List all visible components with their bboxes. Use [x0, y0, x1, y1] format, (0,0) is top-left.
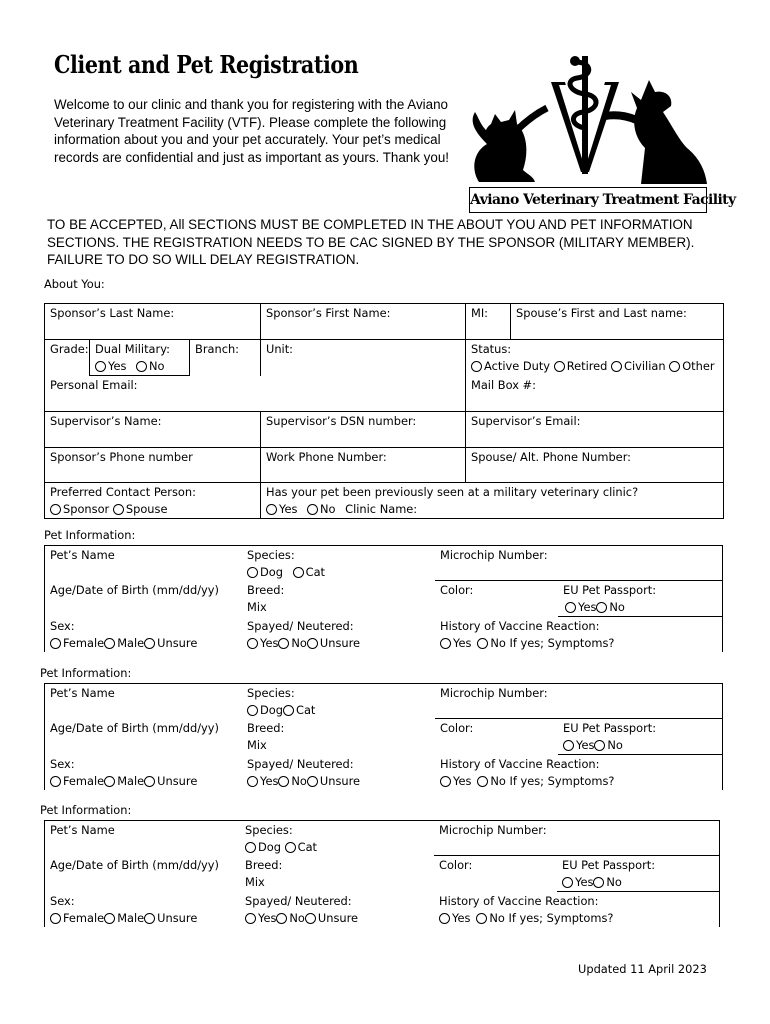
passport-no-label: No	[607, 738, 623, 752]
eu-passport-field	[558, 581, 723, 617]
pet-info-heading-1: Pet Information:	[44, 528, 136, 542]
status-other-label: Other	[682, 359, 715, 373]
passport-yes-radio[interactable]	[565, 602, 576, 613]
spayed-unsure-label: Unsure	[319, 774, 361, 788]
vaccine-reaction-label: History of Vaccine Reaction:	[439, 894, 599, 908]
species-cat-label: Cat	[297, 840, 318, 854]
species-dog-radio[interactable]	[247, 567, 258, 578]
sex-male-label: Male	[117, 774, 145, 788]
supervisor-name-label: Supervisor’s Name:	[50, 414, 162, 428]
eu-passport-label: EU Pet Passport:	[562, 858, 656, 872]
previously-seen-yes-label: Yes	[279, 502, 298, 516]
vaccine-symptoms-label: No If yes; Symptoms?	[490, 636, 615, 650]
vaccine-reaction-field	[434, 892, 720, 927]
sex-unsure-radio[interactable]	[144, 776, 155, 787]
contact-spouse-radio[interactable]	[113, 504, 124, 515]
species-cat-label: Cat	[295, 703, 316, 717]
breed-field[interactable]	[242, 581, 435, 617]
spayed-no-label: No	[291, 636, 307, 650]
mi-field[interactable]	[466, 304, 511, 340]
sex-female-label: Female	[63, 774, 105, 788]
spayed-unsure-label: Unsure	[317, 911, 359, 925]
breed-label: Breed:	[247, 583, 285, 597]
color-label: Color:	[439, 858, 473, 872]
dual-military-no-radio[interactable]	[136, 361, 147, 372]
spayed-yes-label: Yes	[260, 636, 279, 650]
eu-passport-label: EU Pet Passport:	[563, 721, 657, 735]
sex-field	[45, 892, 240, 927]
spayed-field	[242, 755, 435, 790]
previously-seen-no-label: No	[320, 502, 336, 516]
age-label: Age/Date of Birth (mm/dd/yy)	[50, 721, 219, 735]
age-field[interactable]	[45, 856, 240, 892]
color-label: Color:	[440, 583, 474, 597]
vaccine-reaction-label: History of Vaccine Reaction:	[440, 757, 600, 771]
dual-military-field	[90, 340, 190, 376]
status-other-radio[interactable]	[669, 361, 680, 372]
color-field[interactable]	[435, 719, 558, 755]
vaccine-no-radio[interactable]	[477, 638, 488, 649]
sponsor-first-name-field[interactable]	[261, 304, 466, 340]
sponsor-last-name-field[interactable]	[45, 304, 261, 340]
pet-info-heading-3: Pet Information:	[40, 803, 132, 817]
pet-info-heading-2: Pet Information:	[40, 666, 132, 680]
age-field[interactable]	[45, 581, 242, 617]
passport-yes-label: Yes	[578, 600, 597, 614]
status-active-duty-radio[interactable]	[471, 361, 482, 372]
eu-passport-field	[558, 719, 723, 755]
species-field	[242, 546, 435, 581]
species-dog-label: Dog	[258, 840, 281, 854]
supervisor-email-field[interactable]	[466, 412, 724, 448]
species-label: Species:	[245, 823, 293, 837]
previously-seen-yes-radio[interactable]	[266, 504, 277, 515]
age-label: Age/Date of Birth (mm/dd/yy)	[50, 583, 219, 597]
about-you-heading: About You:	[44, 277, 105, 291]
dual-military-no-label: No	[149, 359, 165, 373]
personal-email-label: Personal Email:	[50, 378, 138, 392]
spouse-phone-label: Spouse/ Alt. Phone Number:	[471, 450, 632, 464]
microchip-label: Microchip Number:	[439, 823, 547, 837]
passport-no-label: No	[606, 875, 622, 889]
mail-box-label: Mail Box #:	[471, 378, 536, 392]
spayed-no-radio[interactable]	[278, 638, 289, 649]
sex-unsure-label: Unsure	[157, 774, 198, 788]
status-label: Status:	[471, 342, 512, 356]
sponsor-last-name-label: Sponsor’s Last Name:	[50, 306, 175, 320]
passport-yes-label: Yes	[576, 738, 595, 752]
vaccine-yes-radio[interactable]	[440, 776, 451, 787]
species-cat-radio[interactable]	[293, 567, 304, 578]
spayed-no-radio[interactable]	[276, 913, 287, 924]
passport-yes-label: Yes	[575, 875, 594, 889]
spayed-unsure-label: Unsure	[319, 636, 361, 650]
sex-unsure-radio[interactable]	[144, 638, 155, 649]
unit-label: Unit:	[266, 342, 294, 356]
mi-label: MI:	[471, 306, 489, 320]
contact-spouse-label: Spouse	[125, 502, 168, 516]
sex-label: Sex:	[50, 619, 75, 633]
pet-name-label: Pet’s Name	[50, 823, 115, 837]
dual-military-label: Dual Military:	[95, 342, 170, 356]
eu-passport-field	[557, 856, 720, 892]
spayed-yes-radio[interactable]	[247, 776, 258, 787]
sex-unsure-label: Unsure	[157, 636, 198, 650]
pet-info-table-3	[44, 820, 720, 927]
vaccine-yes-label: Yes	[452, 911, 471, 925]
sponsor-phone-label: Sponsor’s Phone number	[50, 450, 193, 464]
status-retired-label: Retired	[566, 359, 608, 373]
contact-sponsor-radio[interactable]	[50, 504, 61, 515]
status-civilian-radio[interactable]	[611, 361, 622, 372]
color-field[interactable]	[435, 581, 558, 617]
sex-female-radio[interactable]	[50, 913, 61, 924]
pet-name-field[interactable]	[45, 821, 240, 856]
breed-mix-label: Mix	[247, 600, 267, 614]
spayed-yes-label: Yes	[260, 774, 279, 788]
supervisor-email-label: Supervisor’s Email:	[471, 414, 581, 428]
spouse-name-field[interactable]	[511, 304, 724, 340]
sex-field	[45, 755, 242, 790]
species-dog-label: Dog	[260, 565, 283, 579]
sponsor-first-name-label: Sponsor’s First Name:	[266, 306, 391, 320]
sex-label: Sex:	[50, 757, 75, 771]
passport-yes-radio[interactable]	[562, 877, 573, 888]
about-you-table	[44, 303, 724, 519]
vaccine-reaction-field	[435, 755, 723, 790]
breed-field[interactable]	[242, 719, 435, 755]
spayed-unsure-radio[interactable]	[307, 776, 318, 787]
unit-field[interactable]	[261, 340, 466, 376]
sex-label: Sex:	[50, 894, 75, 908]
pet-name-field[interactable]	[45, 546, 242, 581]
preferred-contact-field	[45, 483, 261, 519]
passport-no-label: No	[609, 600, 625, 614]
passport-yes-radio[interactable]	[563, 740, 574, 751]
species-dog-radio[interactable]	[247, 705, 258, 716]
supervisor-dsn-field[interactable]	[261, 412, 466, 448]
pet-name-field[interactable]	[45, 684, 242, 719]
logo-illustration	[465, 52, 709, 192]
vaccine-symptoms-label: No If yes; Symptoms?	[489, 911, 614, 925]
species-label: Species:	[247, 686, 295, 700]
breed-label: Breed:	[245, 858, 283, 872]
page-title: Client and Pet Registration	[54, 50, 359, 79]
breed-field[interactable]	[240, 856, 434, 892]
color-label: Color:	[440, 721, 474, 735]
species-field	[242, 684, 435, 719]
pet-info-table-2	[44, 683, 723, 790]
status-civilian-label: Civilian	[624, 359, 666, 373]
sex-female-radio[interactable]	[50, 776, 61, 787]
vaccine-yes-radio[interactable]	[439, 913, 450, 924]
species-dog-radio[interactable]	[245, 842, 256, 853]
microchip-label: Microchip Number:	[440, 686, 548, 700]
breed-mix-label: Mix	[247, 738, 267, 752]
previously-seen-field	[261, 483, 724, 519]
pet-name-label: Pet’s Name	[50, 548, 115, 562]
sex-male-radio[interactable]	[104, 638, 115, 649]
spayed-no-label: No	[291, 774, 307, 788]
spayed-no-radio[interactable]	[278, 776, 289, 787]
passport-no-radio[interactable]	[594, 740, 605, 751]
clinic-name-field[interactable]: Clinic Name:	[345, 502, 418, 516]
spouse-phone-field[interactable]	[466, 448, 724, 483]
breed-mix-label: Mix	[245, 875, 265, 889]
previously-seen-no-radio[interactable]	[307, 504, 318, 515]
sex-female-radio[interactable]	[50, 638, 61, 649]
microchip-field[interactable]	[435, 684, 723, 719]
spayed-unsure-radio[interactable]	[305, 913, 316, 924]
age-label: Age/Date of Birth (mm/dd/yy)	[50, 858, 219, 872]
sex-male-radio[interactable]	[104, 913, 115, 924]
sex-unsure-radio[interactable]	[144, 913, 155, 924]
species-cat-radio[interactable]	[285, 842, 296, 853]
species-field	[240, 821, 434, 856]
spayed-field	[242, 617, 435, 652]
sex-male-label: Male	[117, 636, 145, 650]
microchip-field[interactable]	[435, 546, 723, 581]
vaccine-no-radio[interactable]	[477, 776, 488, 787]
spayed-unsure-radio[interactable]	[307, 638, 318, 649]
vaccine-yes-radio[interactable]	[440, 638, 451, 649]
grade-label: Grade:	[50, 342, 89, 356]
sex-male-radio[interactable]	[104, 776, 115, 787]
status-retired-radio[interactable]	[554, 361, 565, 372]
preferred-contact-label: Preferred Contact Person:	[50, 485, 196, 499]
vaccine-no-radio[interactable]	[476, 913, 487, 924]
pet-name-label: Pet’s Name	[50, 686, 115, 700]
supervisor-dsn-label: Supervisor’s DSN number:	[266, 414, 417, 428]
branch-field[interactable]	[190, 340, 261, 376]
breed-label: Breed:	[247, 721, 285, 735]
sex-unsure-label: Unsure	[157, 911, 198, 925]
sex-female-label: Female	[63, 911, 105, 925]
supervisor-name-field[interactable]	[45, 412, 261, 448]
spayed-label: Spayed/ Neutered:	[245, 894, 352, 908]
microchip-field[interactable]	[434, 821, 720, 856]
sex-field	[45, 617, 242, 652]
contact-sponsor-label: Sponsor	[63, 502, 110, 516]
welcome-text: Welcome to our clinic and thank you for registering with the Aviano Veterinary Treatment Facility (VTF). Please complete the following information about you and your pet accurately. Your pet’s medical records are confidential and just as important as yours. Thank you!	[54, 97, 449, 165]
eu-passport-label: EU Pet Passport:	[563, 583, 657, 597]
species-dog-label: Dog	[260, 703, 283, 717]
logo-label: Aviano Veterinary Treatment Facility	[469, 187, 707, 213]
spayed-no-label: No	[289, 911, 305, 925]
mail-box-field[interactable]	[466, 376, 724, 412]
pet-info-table-1	[44, 545, 723, 652]
dual-military-yes-radio[interactable]	[95, 361, 106, 372]
status-active-duty-label: Active Duty	[484, 359, 551, 373]
spayed-yes-radio[interactable]	[247, 638, 258, 649]
vtf-logo	[465, 52, 736, 214]
sex-female-label: Female	[63, 636, 105, 650]
age-field[interactable]	[45, 719, 242, 755]
work-phone-field[interactable]	[261, 448, 466, 483]
species-cat-radio[interactable]	[283, 705, 294, 716]
color-field[interactable]	[434, 856, 557, 892]
species-cat-label: Cat	[305, 565, 326, 579]
vaccine-yes-label: Yes	[453, 636, 472, 650]
sex-male-label: Male	[117, 911, 145, 925]
updated-date: Updated 11 April 2023	[578, 962, 707, 976]
passport-no-radio[interactable]	[596, 602, 607, 613]
vaccine-symptoms-label: No If yes; Symptoms?	[490, 774, 615, 788]
spayed-field	[240, 892, 434, 927]
passport-no-radio[interactable]	[593, 877, 604, 888]
dual-military-yes-label: Yes	[108, 359, 127, 373]
branch-label: Branch:	[195, 342, 240, 356]
spayed-yes-radio[interactable]	[245, 913, 256, 924]
vaccine-reaction-label: History of Vaccine Reaction:	[440, 619, 600, 633]
personal-email-field[interactable]	[45, 376, 466, 412]
work-phone-label: Work Phone Number:	[266, 450, 387, 464]
status-field	[466, 340, 724, 376]
vaccine-yes-label: Yes	[453, 774, 472, 788]
spayed-label: Spayed/ Neutered:	[247, 619, 354, 633]
spayed-label: Spayed/ Neutered:	[247, 757, 354, 771]
grade-field[interactable]	[45, 340, 90, 376]
microchip-label: Microchip Number:	[440, 548, 548, 562]
spouse-name-label: Spouse’s First and Last name:	[516, 306, 687, 320]
species-label: Species:	[247, 548, 295, 562]
previously-seen-label: Has your pet been previously seen at a military veterinary clinic?	[266, 485, 639, 499]
spayed-yes-label: Yes	[258, 911, 277, 925]
acceptance-notice: TO BE ACCEPTED, All SECTIONS MUST BE COMPLETED IN THE ABOUT YOU AND PET INFORMATION SECTIONS. THE REGISTRATION NEEDS TO BE CAC SIGNED BY THE SPONSOR (MILITARY MEMBER). FAILURE TO DO SO WILL DELAY REGISTRATION.	[47, 217, 695, 267]
vaccine-reaction-field	[435, 617, 723, 652]
sponsor-phone-field[interactable]	[45, 448, 261, 483]
